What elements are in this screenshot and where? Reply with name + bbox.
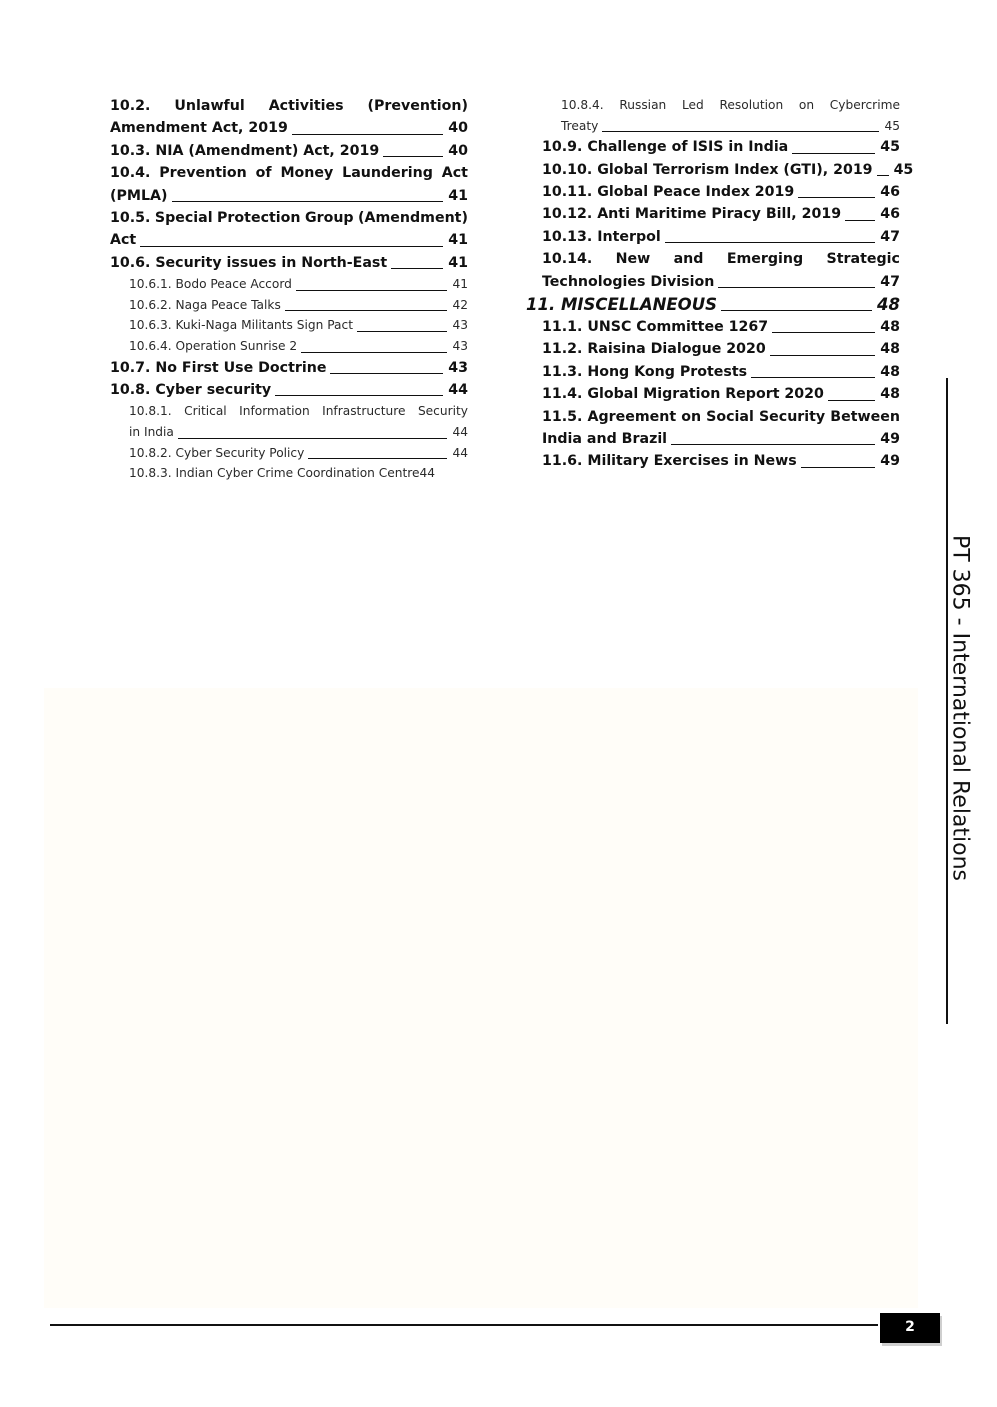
toc-entry-10-9[interactable] [542,136,900,158]
toc-entry-11-6[interactable] [542,450,900,472]
toc-section-title: 11. MISCELLANEOUS [526,295,717,315]
toc-entry-title: 10.3. NIA (Amendment) Act, 2019 [110,142,380,159]
toc-entry-word: Group [304,210,354,227]
leader-line [721,310,872,311]
toc-entry-word: Unlawful [174,98,245,114]
toc-entry-10-8[interactable] [110,379,468,401]
toc-page-number: 41 [448,254,468,271]
leader-line [792,153,875,154]
footer-rule [50,1324,878,1326]
toc-page-number: 49 [880,431,900,448]
leader-line [772,332,875,333]
toc-entry-title: (PMLA) [110,187,168,204]
toc-page-number: 41 [452,277,468,292]
toc-entry-word: on [681,408,702,425]
page-tint-area [44,688,918,1308]
leader-line [665,242,875,243]
toc-entry-title: in India [129,425,174,440]
toc-entry-number: 10.2. [110,98,151,114]
leader-line [845,220,875,221]
toc-entry-title: 11.6. Military Exercises in News [542,453,797,470]
toc-page-number: 43 [452,339,468,354]
leader-line [308,458,447,459]
leader-line [178,438,448,439]
toc-section-11[interactable] [526,293,900,316]
page-number: 2 [905,1319,915,1335]
toc-entry-title: 10.11. Global Peace Index 2019 [542,184,795,200]
toc-entry-title: 10.6.1. Bodo Peace Accord [129,277,292,292]
toc-entry-word: of [255,165,272,182]
toc-entry-10-5[interactable] [110,207,468,252]
leader-line [751,377,875,378]
toc-entry-title: 11.1. UNSC Committee 1267 [542,319,769,336]
toc-page-number: 46 [880,206,900,223]
side-title-text: PT 365 - International Relations [947,534,973,882]
toc-page-number: 48 [880,386,900,403]
toc-entry-word: Critical [184,404,227,419]
toc-entry-title: Act [110,232,137,249]
toc-entry-10-14[interactable] [542,248,900,293]
toc-entry-10-6[interactable] [110,252,468,274]
toc-entry-11-3[interactable] [542,361,900,383]
leader-line [391,268,443,269]
toc-entry-word: New [615,251,651,268]
toc-entry-word: Resolution [719,98,784,112]
toc-entry-10-4[interactable] [110,162,468,207]
toc-entry-word: Strategic [826,251,900,268]
toc-entry-10-7[interactable] [110,357,468,379]
toc-entry-title: 10.7. No First Use Doctrine [110,359,327,376]
toc-entry-title: 10.8.3. Indian Cyber Crime Coordination Centre [129,466,420,481]
toc-page-number: 43 [448,359,468,376]
leader-line [296,290,448,291]
toc-entry-10-3[interactable] [110,140,468,162]
toc-entry-title: 10.6.3. Kuki-Naga Militants Sign Pact [129,318,353,333]
leader-line [828,400,875,401]
toc-entry-word: Security [758,408,826,425]
leader-line [718,287,875,288]
leader-line [383,156,443,157]
toc-entry-10-6-2[interactable] [110,295,468,316]
toc-entry-word: Prevention [159,165,247,182]
toc-entry-11-2[interactable] [542,338,900,360]
toc-entry-10-11[interactable] [542,181,900,203]
page-number-badge [880,1313,940,1343]
toc-entry-title: 10.9. Challenge of ISIS in India [542,139,789,156]
toc-entry-10-8-3[interactable] [110,463,468,484]
toc-page-number: 40 [448,120,468,137]
toc-entry-11-4[interactable] [542,383,900,405]
toc-right-column [526,95,914,473]
toc-entry-title: Amendment Act, 2019 [110,120,288,137]
toc-page-number: 40 [448,142,468,159]
toc-entry-10-6-4[interactable] [110,336,468,357]
toc-left-column [110,95,468,484]
toc-entry-number: 10.8.4. [561,98,604,112]
leader-line [602,131,879,132]
toc-entry-10-8-1[interactable] [110,401,468,442]
leader-line [357,331,448,332]
toc-entry-title: 10.8.2. Cyber Security Policy [129,445,305,460]
toc-entry-word: Information [239,404,310,419]
toc-entry-word: on [798,98,815,112]
toc-entry-title: 10.6. Security issues in North-East [110,254,388,271]
toc-page-number: 49 [880,453,900,470]
toc-page-number: 46 [880,184,900,200]
leader-line [140,246,443,247]
toc-entry-title: 11.4. Global Migration Report 2020 [542,386,824,403]
toc-entry-number: 11.5. [542,408,583,425]
toc-page-number: 48 [880,319,900,336]
toc-entry-title: 10.6.2. Naga Peace Talks [129,297,281,312]
toc-entry-word: Act [441,165,468,182]
toc-entry-word: (Amendment) [358,210,468,227]
toc-entry-word: Protection [217,210,301,227]
leader-line [172,201,444,202]
toc-entry-number: 10.8.1. [129,404,172,419]
toc-page-number: 44 [448,382,468,399]
toc-page-number: 47 [880,228,900,245]
toc-entry-10-10[interactable] [542,159,914,181]
toc-entry-word: Infrastructure [322,404,406,419]
toc-entry-title: 11.2. Raisina Dialogue 2020 [542,341,766,358]
toc-entry-title: 10.6.4. Operation Sunrise 2 [129,339,298,354]
toc-page-number: 44 [419,466,436,481]
toc-entry-10-8-2[interactable] [110,443,468,464]
toc-page-number: 41 [448,232,468,249]
toc-entry-word: Laundering [342,165,433,182]
toc-entry-title: India and Brazil [542,431,668,448]
toc-entry-word: Social [706,408,754,425]
toc-entry-number: 10.14. [542,251,593,268]
toc-page-number: 47 [880,273,900,290]
leader-line [285,310,448,311]
toc-entry-word: Special [154,210,213,227]
toc-entry-word: Money [280,165,334,182]
toc-entry-word: Agreement [587,408,677,425]
toc-entry-word: Emerging [726,251,804,268]
toc-entry-word: Russian [619,98,667,112]
leader-line [671,444,875,445]
toc-entry-word: Cybercrime [829,98,900,112]
leader-line [301,352,447,353]
toc-page-number: 42 [452,297,468,312]
toc-entry-title: Treaty [561,118,599,133]
leader-line [275,395,443,396]
leader-line [801,467,876,468]
toc-entry-title: 10.13. Interpol [542,228,661,245]
toc-entry-10-12[interactable] [542,203,900,225]
toc-entry-11-1[interactable] [542,316,900,338]
toc-page-number: 48 [880,363,900,380]
toc-entry-title: 11.3. Hong Kong Protests [542,363,748,380]
toc-entry-word: Between [830,408,900,425]
toc-entry-10-6-3[interactable] [110,315,468,336]
toc-entry-word: Security [417,404,468,419]
toc-entry-10-6-1[interactable] [110,274,468,295]
toc-entry-word: Activities [268,98,344,114]
toc-entry-title: Technologies Division [542,273,715,290]
toc-page-number: 43 [452,318,468,333]
leader-line [877,175,889,176]
toc-page-number: 45 [893,161,914,178]
toc-entry-10-13[interactable] [542,226,900,248]
toc-entry-title: 10.12. Anti Maritime Piracy Bill, 2019 [542,206,842,223]
toc-entry-number: 10.4. [110,165,151,182]
toc-page-number: 48 [880,341,900,358]
toc-page-number: 45 [884,118,900,133]
toc-entry-word: (Prevention) [367,98,468,114]
leader-line [770,355,876,356]
toc-page-number: 45 [880,139,900,156]
leader-line [292,134,443,135]
toc-entry-10-8-4[interactable] [542,95,900,136]
toc-entry-word: Led [681,98,704,112]
toc-entry-title: 10.10. Global Terrorism Index (GTI), 2019 [542,161,873,178]
toc-page-number: 44 [452,445,468,460]
toc-page-number: 41 [448,187,468,204]
toc-entry-10-2[interactable] [110,95,468,140]
toc-page-number: 48 [877,295,900,315]
toc-entry-word: and [673,251,704,268]
leader-line [330,373,443,374]
toc-entry-number: 10.5. [110,210,151,227]
leader-line [798,197,875,198]
toc-page-number: 44 [452,425,468,440]
toc-entry-11-5[interactable] [542,406,900,451]
toc-entry-title: 10.8. Cyber security [110,382,272,399]
